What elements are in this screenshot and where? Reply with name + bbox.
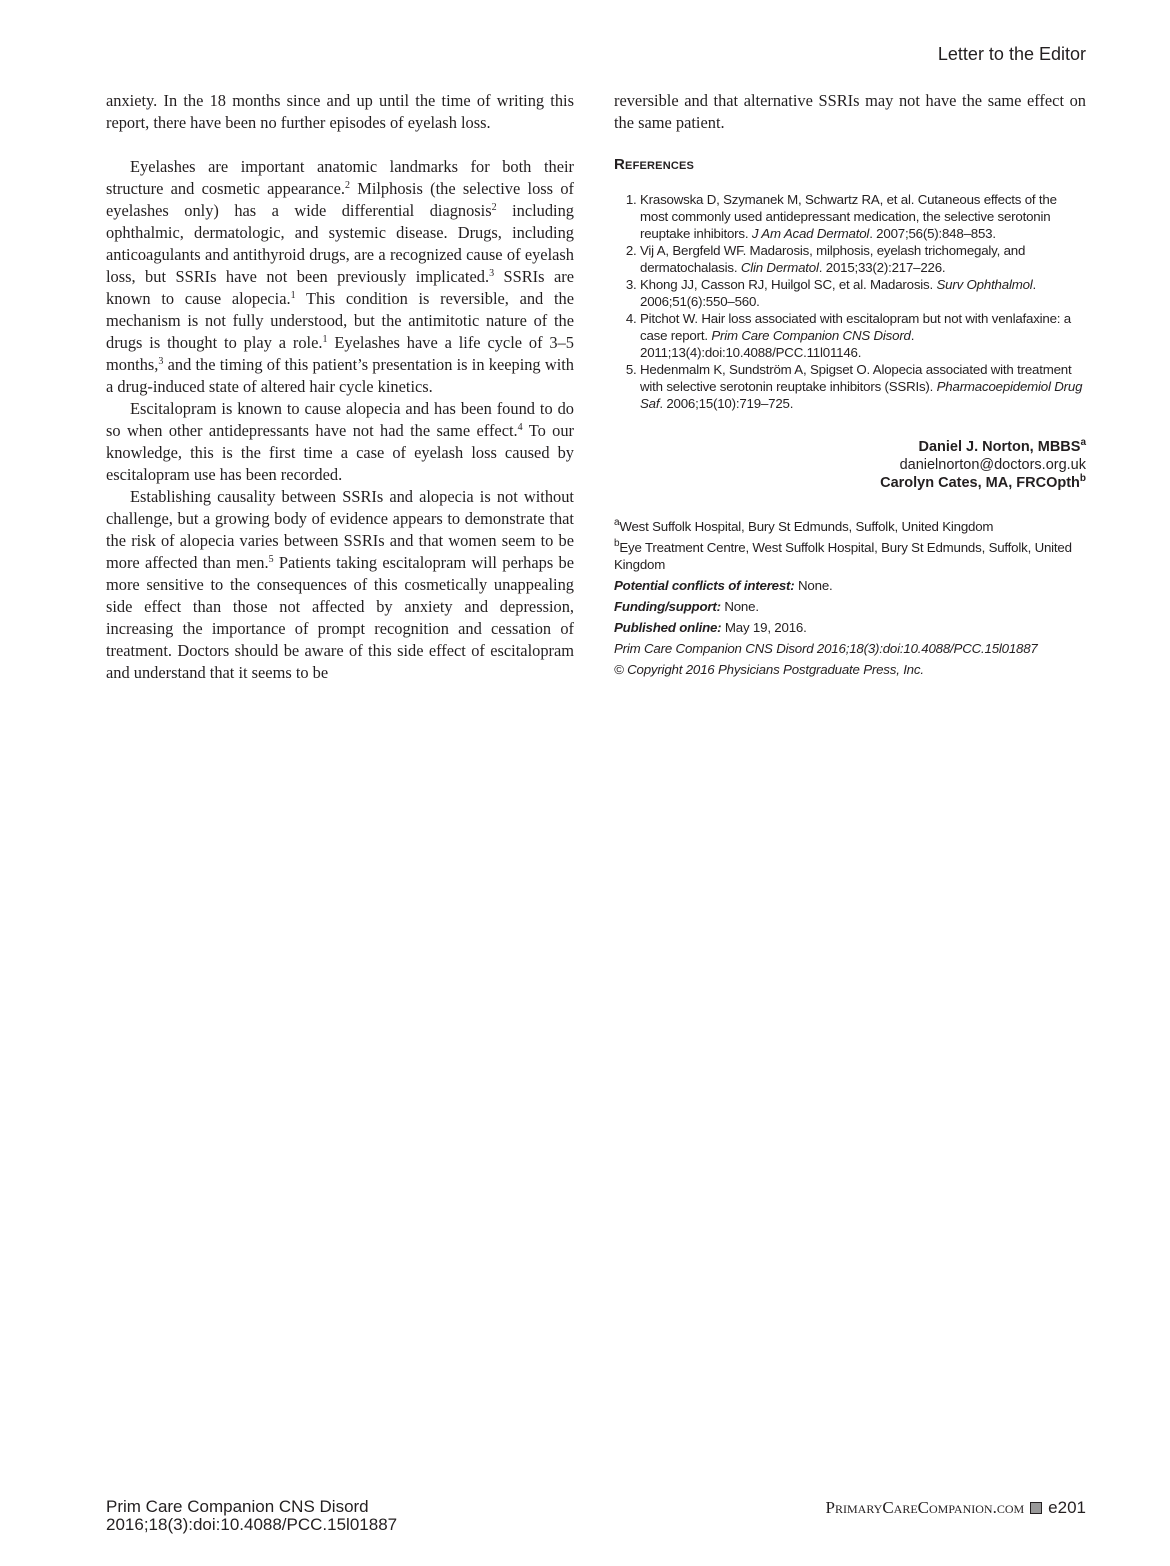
reference-text: Khong JJ, Casson RJ, Huilgol SC, et al. Madarosis. bbox=[640, 277, 937, 292]
reference-journal: J Am Acad Dermatol bbox=[751, 226, 870, 241]
reference-text: Vij A, Bergfeld WF. Madarosis, milphosis, eyelash trichomegaly, and dermatochalasis. bbox=[640, 243, 1026, 275]
reference-text: . 2007;56(5):848–853. bbox=[869, 226, 996, 241]
left-column bbox=[106, 90, 574, 684]
reference-text: . 2015;33(2):217–226. bbox=[818, 260, 946, 275]
reference-text: . 2006;15(10):719–725. bbox=[659, 396, 794, 411]
footer-right bbox=[826, 1498, 1086, 1518]
citation-superscript: 1 bbox=[290, 290, 296, 301]
author-email[interactable]: danielnorton@doctors.org.uk bbox=[899, 457, 1086, 473]
text-run: Establishing causality between SSRIs and alopecia is not without challenge, but a growing body of evidence appears to demonstrate that the risk of alopecia varies between SSRIs and that women seem to be more affected than men. bbox=[106, 487, 574, 572]
reference-item bbox=[640, 310, 1086, 361]
reference-item bbox=[640, 242, 1086, 276]
running-header: Letter to the Editor bbox=[937, 44, 1086, 64]
citation-superscript: 1 bbox=[322, 334, 328, 345]
reference-text: Pitchot W. Hair loss associated with escitalopram but not with venlafaxine: a case report. bbox=[640, 311, 1071, 343]
affiliation-b: $^b$Eye Treatment Centre, West Suffolk Hospital, Bury St Edmunds, Suffolk, United Kingdom bbox=[614, 538, 1072, 572]
page-number: e201 bbox=[1048, 1498, 1086, 1517]
footer-journal: Prim Care Companion CNS Disord bbox=[106, 1497, 369, 1516]
reference-journal: Prim Care Companion CNS Disord bbox=[711, 328, 911, 343]
funding-note: Funding/support: None. bbox=[614, 599, 759, 614]
body-paragraph bbox=[106, 156, 574, 398]
text-run: To our knowledge, this is the first time a case of eyelash loss caused by escitalopram use has been recorded. bbox=[106, 421, 574, 484]
reference-item bbox=[640, 191, 1086, 242]
footer-citation bbox=[106, 1498, 397, 1534]
references-list bbox=[614, 191, 1086, 412]
reference-text: . 2006;51(6):550–560. bbox=[640, 277, 1037, 309]
citation-superscript: 3 bbox=[158, 356, 164, 367]
body-paragraph bbox=[106, 90, 574, 134]
square-bullet-icon bbox=[1030, 1502, 1042, 1514]
author-2: Carolyn Cates, MA, FRCOpth$^b$ bbox=[880, 473, 1086, 491]
footer-site[interactable]: PrimaryCareCompanion.com bbox=[825, 1498, 1025, 1517]
text-run: including ophthalmic, dermatologic, and systemic disease. Drugs, including anticoagulants and antithyroid drugs, are a recognized cause of eyelash loss, but SSRIs have not been previously implicated. bbox=[106, 201, 575, 286]
body-paragraph bbox=[106, 398, 574, 486]
copyright-note: © Copyright 2016 Physicians Postgraduate Press, Inc. bbox=[614, 662, 924, 677]
affiliation-a: $^a$West Suffolk Hospital, Bury St Edmunds, Suffolk, United Kingdom bbox=[614, 517, 994, 534]
reference-item bbox=[640, 361, 1086, 412]
text-run: Eyelashes have a life cycle of 3–5 months, bbox=[106, 333, 575, 374]
right-column bbox=[614, 90, 1086, 682]
references-heading: References bbox=[614, 156, 695, 173]
reference-text: Hedenmalm K, Sundström A, Spigset O. Alopecia associated with treatment with selective serotonin reuptake inhibitors (SSRIs). bbox=[640, 362, 1072, 394]
citation-superscript: 4 bbox=[517, 422, 523, 433]
reference-journal: Surv Ophthalmol bbox=[936, 277, 1033, 292]
footer-doi: 2016;18(3):doi:10.4088/PCC.15l01887 bbox=[106, 1515, 398, 1534]
text-run: SSRIs are known to cause alopecia. bbox=[106, 267, 574, 308]
text-run: Eyelashes are important anatomic landmarks for both their structure and cosmetic appearance. bbox=[106, 157, 574, 198]
reference-journal: Clin Dermatol bbox=[740, 260, 819, 275]
reference-text: . 2011;13(4):doi:10.4088/PCC.11l01146. bbox=[640, 328, 915, 360]
continuation-paragraph: reversible and that alternative SSRIs may not have the same effect on the same patient. bbox=[614, 91, 1086, 132]
citation-note: Prim Care Companion CNS Disord 2016;18(3):doi:10.4088/PCC.15l01887 bbox=[614, 641, 1038, 656]
article-notes bbox=[614, 518, 1086, 678]
published-note: Published online: May 19, 2016. bbox=[614, 620, 807, 635]
text-run: and the timing of this patient’s presentation is in keeping with a drug-induced state of altered hair cycle kinetics. bbox=[106, 355, 574, 396]
text-run: Patients taking escitalopram will perhaps be more sensitive to the consequences of this cosmetically unappealing side effect than those not affected by anxiety and depression, increasing the importance of prompt recognition and cessation of treatment. Doctors should be aware of this side effect of escitalopram and understand that it seems to be bbox=[106, 553, 574, 682]
text-run: Milphosis (the selective loss of eyelashes only) has a wide differential diagnosis bbox=[106, 179, 574, 220]
text-run: anxiety. In the 18 months since and up until the time of writing this report, there have been no further episodes of eyelash loss. bbox=[106, 91, 574, 132]
citation-superscript: 2 bbox=[344, 180, 350, 191]
reference-item bbox=[640, 276, 1086, 310]
body-paragraph bbox=[106, 486, 574, 684]
text-run: Escitalopram is known to cause alopecia and has been found to do so when other antidepressants have not had the same effect. bbox=[106, 399, 574, 440]
citation-superscript: 3 bbox=[489, 268, 495, 279]
citation-superscript: 5 bbox=[268, 554, 274, 565]
text-run: This condition is reversible, and the mechanism is not fully understood, but the antimitotic nature of the drugs is thought to play a role. bbox=[106, 289, 574, 352]
citation-superscript: 2 bbox=[491, 202, 497, 213]
conflicts-note: Potential conflicts of interest: None. bbox=[614, 578, 833, 593]
reference-text: Krasowska D, Szymanek M, Schwartz RA, et al. Cutaneous effects of the most commonly used antidepressant medication, the selective serotonin reuptake inhibitors. bbox=[640, 192, 1057, 241]
author-1: Daniel J. Norton, MBBS$^a$ bbox=[918, 437, 1086, 455]
reference-journal: Pharmacoepidemiol Drug Saf bbox=[640, 379, 1083, 411]
author-block bbox=[614, 438, 1086, 492]
